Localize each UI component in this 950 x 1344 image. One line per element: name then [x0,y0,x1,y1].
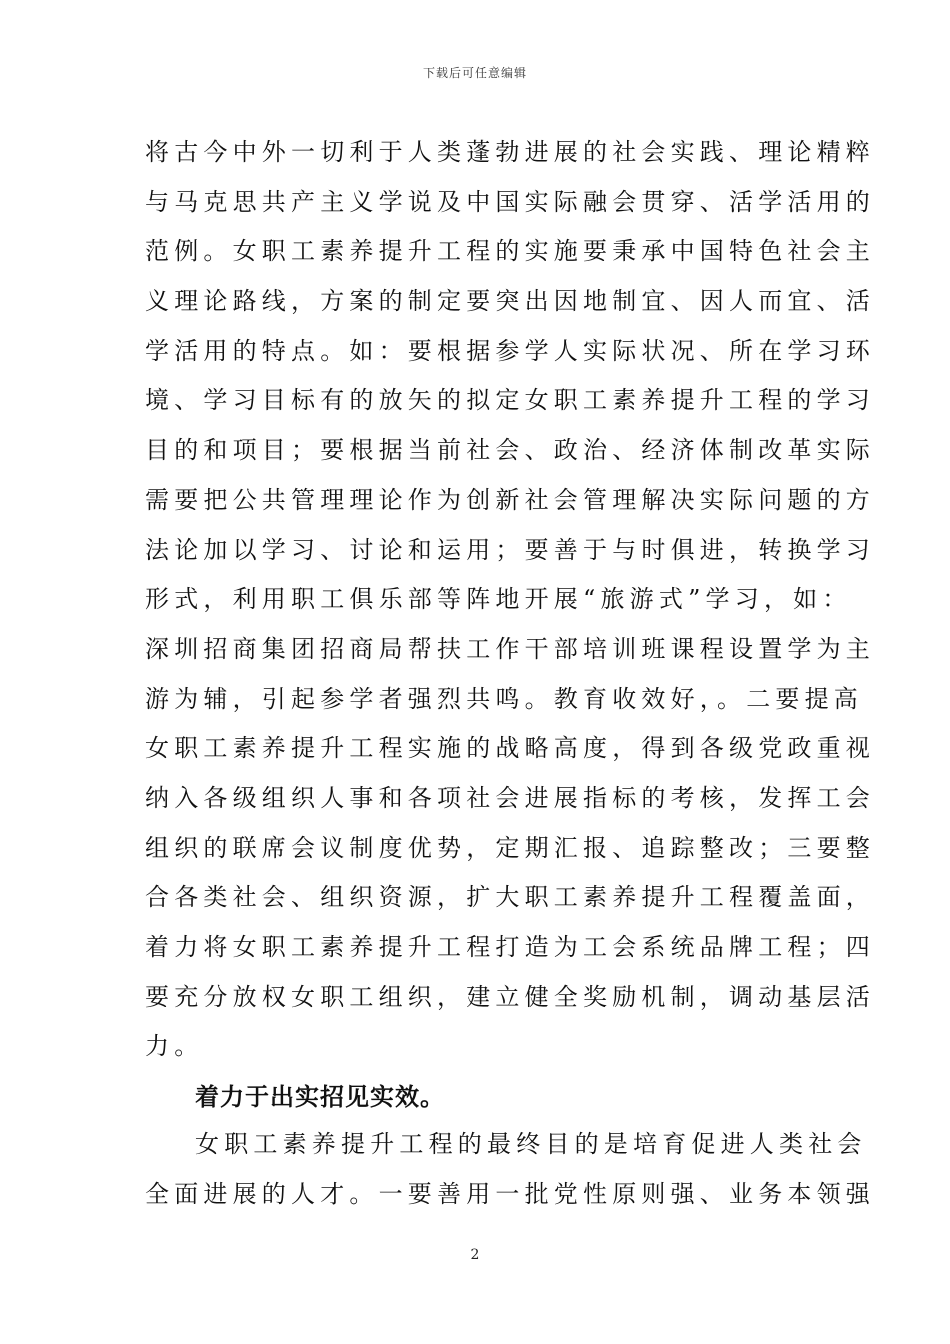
text-line: 目的和项目；要根据当前社会、政治、经济体制改革实际 [145,436,875,465]
text-line: 范例。女职工素养提升工程的实施要秉承中国特色社会主 [145,237,875,266]
paragraph-2 [145,1120,875,1219]
text-line: 义理论路线，方案的制定要突出因地制宜、因人而宜、活 [145,287,875,316]
section-heading: 着力于出实招见实效。 [195,1083,445,1111]
text-line: 纳入各级组织人事和各项社会进展指标的考核，发挥工会 [145,783,875,812]
text-line: 学活用的特点。如：要根据参学人实际状况、所在学习环 [145,336,875,365]
text-line: 女职工素养提升工程的最终目的是培育促进人类社会 [195,1130,867,1158]
text-line: 全面进展的人才。一要善用一批党性原则强、业务本领强 [145,1179,875,1208]
text-line: 游为辅，引起参学者强烈共鸣。教育收效好，。二要提高 [145,684,863,713]
text-line: 将古今中外一切利于人类蓬勃进展的社会实践、理论精粹 [145,138,875,166]
text-line: 深圳招商集团招商局帮扶工作干部培训班课程设置学为主 [145,634,875,663]
text-line: 要充分放权女职工组织，建立健全奖励机制，调动基层活 [145,982,875,1011]
page-number: 2 [470,1247,480,1263]
text-line: 组织的联席会议制度优势，定期汇报、追踪整改；三要整 [145,833,875,862]
page-header: 下载后可任意编辑 [422,66,527,80]
paragraph-1 [145,128,875,1072]
text-line: 境、学习目标有的放矢的拟定女职工素养提升工程的学习 [145,386,875,415]
text-line: 力。 [145,1032,204,1061]
text-line: 女职工素养提升工程实施的战略高度，得到各级党政重视 [145,734,875,763]
text-line: 需要把公共管理理论作为创新社会管理解决实际问题的方 [145,485,875,514]
text-line: 法论加以学习、讨论和运用；要善于与时俱进，转换学习 [145,535,875,564]
text-line: 着力将女职工素养提升工程打造为工会系统品牌工程；四 [145,933,875,961]
text-line: 合各类社会、组织资源，扩大职工素养提升工程覆盖面， [145,883,875,912]
text-line: 形式，利用职工俱乐部等阵地开展“旅游式”学习，如： [145,585,852,614]
text-line: 与马克思共产主义学说及中国实际融会贯穿、活学活用的 [145,187,875,216]
